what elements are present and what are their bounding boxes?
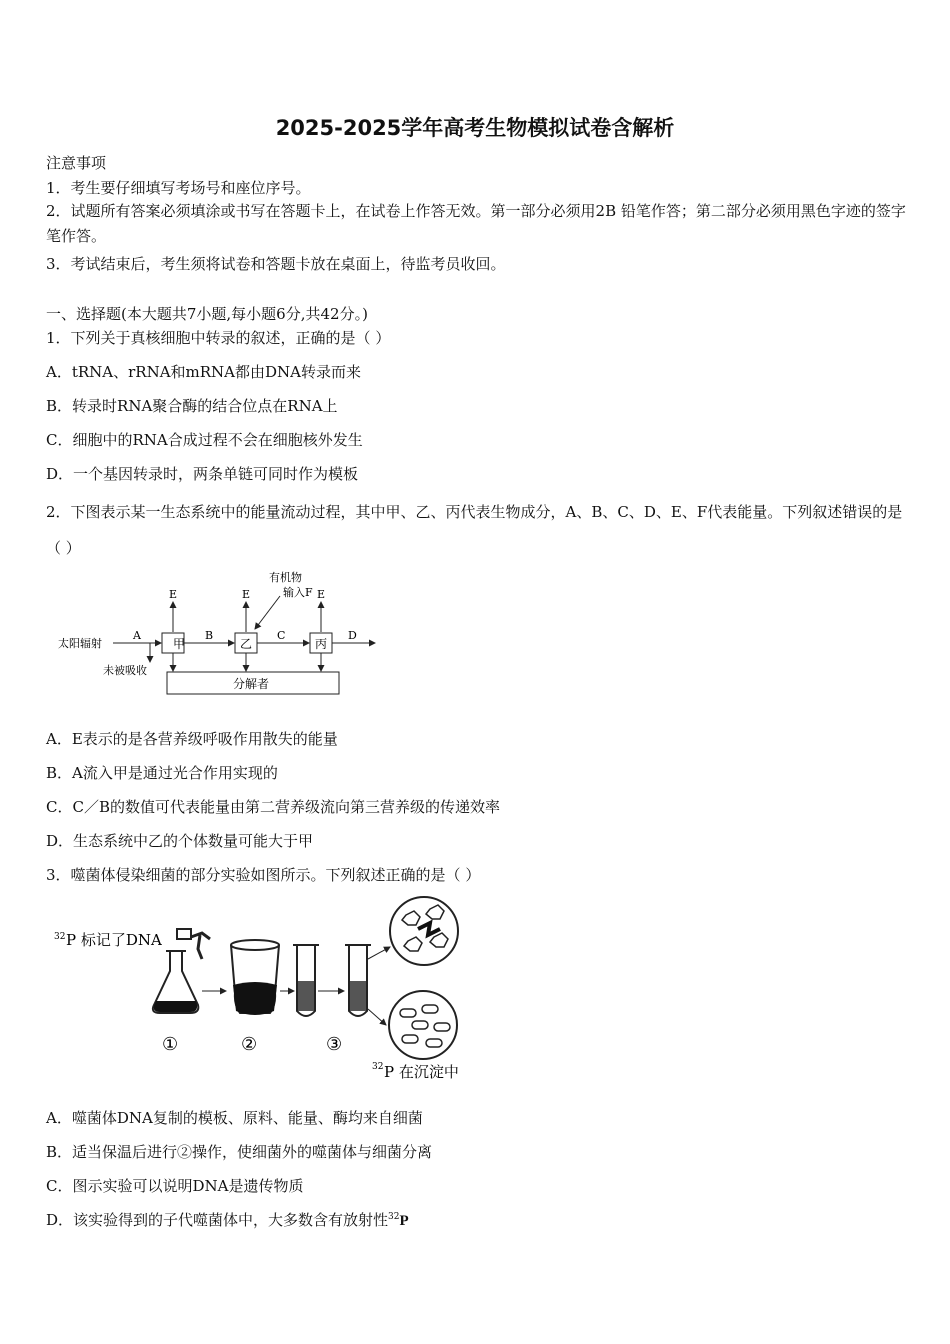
node-bing: 丙 (315, 637, 328, 651)
option-d-tail: P (399, 1213, 409, 1229)
energy-flow-diagram (55, 566, 395, 701)
option-item: B．适当保温后进行②操作，使细菌外的噬菌体与细菌分离 (46, 1143, 433, 1161)
option-item: B．A流入甲是通过光合作用实现的 (46, 764, 278, 782)
organic-label: 有机物 (269, 571, 302, 584)
question-stem: 2．下图表示某一生态系统中的能量流动过程，其中甲、乙、丙代表生物成分，A、B、C、D、E、F代表能量。下列叙述错误的是（ ） (46, 503, 903, 557)
option-item: D．一个基因转录时，两条单链可同时作为模板 (46, 465, 359, 483)
flask-icon (153, 951, 198, 1013)
label-bottom-sup: 32 (372, 1062, 384, 1072)
document-title: 2025-2025学年高考生物模拟试卷含解析 (275, 116, 675, 140)
option-item: D．生态系统中乙的个体数量可能大于甲 (46, 832, 314, 850)
label-bottom: P 在沉淀中 (384, 1063, 459, 1081)
option-d-sup: 32 (388, 1212, 400, 1222)
option-d-text: D．该实验得到的子代噬菌体中，大多数含有放射性 (46, 1211, 389, 1229)
decomposer-label: 分解者 (233, 677, 270, 691)
label-top-sup: 32 (54, 932, 66, 942)
notice-heading: 注意事项 (46, 154, 107, 172)
label-e: E (169, 588, 178, 601)
step-2-label: ② (241, 1034, 258, 1055)
test-tube-icon (345, 945, 371, 1016)
section-heading: 一、选择题(本大题共7小题,每小题6分,共42分。) (46, 305, 368, 323)
label-c: C (277, 629, 286, 642)
step-1-label: ① (162, 1034, 179, 1055)
option-item-d (46, 1209, 409, 1230)
option-item: C．C／B的数值可代表能量由第二营养级流向第三营养级的传递效率 (46, 798, 500, 816)
node-yi: 乙 (240, 637, 253, 651)
notice-item: 3．考试结束后，考生须将试卷和答题卡放在桌面上，待监考员收回。 (46, 255, 506, 273)
question-stem: 3．噬菌体侵染细菌的部分实验如图所示。下列叙述正确的是（ ） (46, 866, 481, 884)
label-e: E (242, 588, 251, 601)
test-tube-icon (293, 945, 319, 1016)
precipitate-circle (389, 991, 457, 1059)
notice-item: 2．试题所有答案必须填涂或书写在答题卡上，在试卷上作答无效。第一部分必须用2B 铅笔作答；第二部分必须用黑色字迹的签字笔作答。 (46, 202, 906, 245)
input-f-label: 输入F (283, 586, 313, 599)
phage-experiment-figure (50, 893, 480, 1085)
option-item: A．E表示的是各营养级呼吸作用散失的能量 (46, 730, 338, 748)
question-stem: 1．下列关于真核细胞中转录的叙述，正确的是（ ） (46, 329, 391, 347)
label-a: A (133, 629, 141, 642)
option-item: A．噬菌体DNA复制的模板、原料、能量、酶均来自细菌 (46, 1109, 423, 1127)
sun-label: 太阳辐射 (58, 637, 102, 650)
label-e: E (317, 588, 326, 601)
option-item: A．tRNA、rRNA和mRNA都由DNA转录而来 (46, 363, 361, 381)
blender-icon (231, 940, 279, 1015)
option-item: C．图示实验可以说明DNA是遗传物质 (46, 1177, 304, 1195)
label-b: B (205, 629, 214, 642)
step-3-label: ③ (326, 1034, 343, 1055)
unabsorbed-label: 未被吸收 (103, 664, 147, 677)
option-item: C．细胞中的RNA合成过程不会在细胞核外发生 (46, 431, 363, 449)
node-jia: 甲 (173, 637, 186, 651)
notice-item: 1．考生要仔细填写考场号和座位序号。 (46, 179, 311, 197)
label-d: D (348, 629, 357, 642)
label-top: P 标记了DNA (66, 931, 162, 949)
supernatant-circle (390, 897, 458, 965)
option-item: B．转录时RNA聚合酶的结合位点在RNA上 (46, 397, 338, 415)
